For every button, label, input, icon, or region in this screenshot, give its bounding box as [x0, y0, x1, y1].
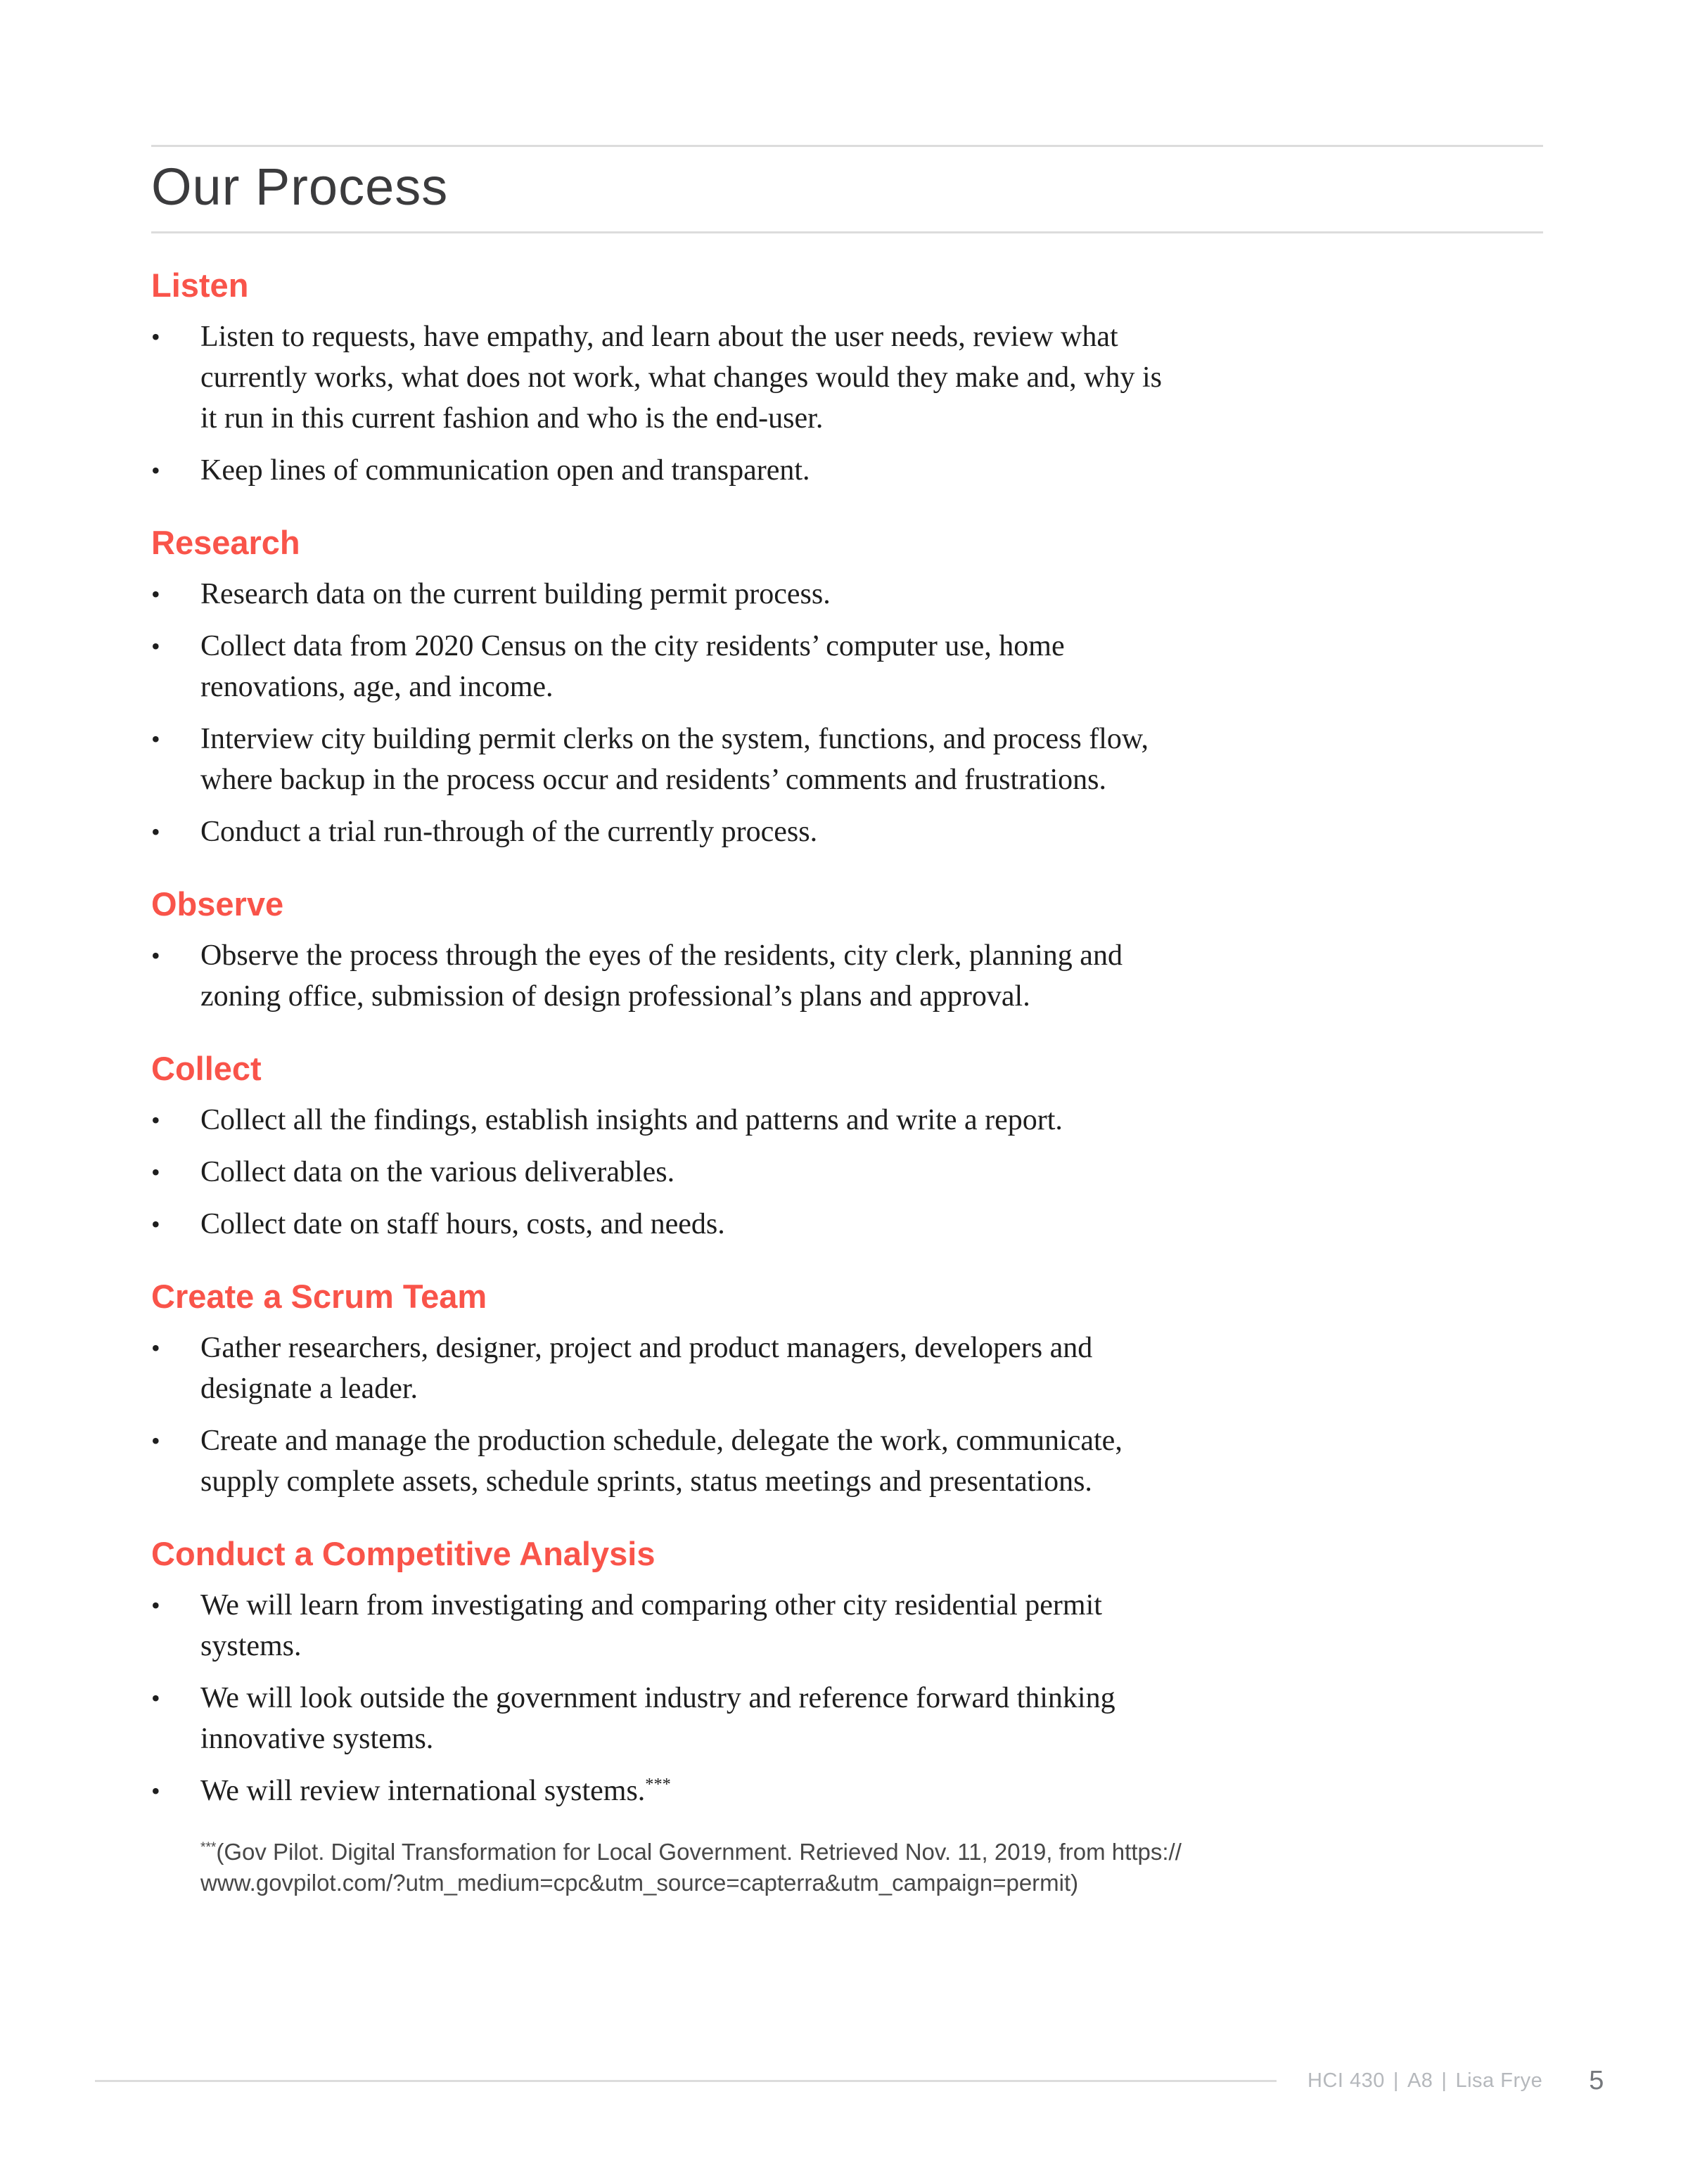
list-item	[151, 1328, 1543, 1409]
process-section	[151, 1277, 1543, 1502]
footer-assignment: A8	[1407, 2069, 1433, 2092]
footer-divider	[95, 2080, 1277, 2082]
list-item-text: Gather researchers, designer, project and product managers, developers and designate a leader.	[200, 1332, 1093, 1405]
list-item	[151, 450, 1543, 491]
list-item-text: We will review international systems.***	[200, 1775, 671, 1807]
page-footer	[95, 2066, 1604, 2096]
bullet-list	[151, 1100, 1543, 1245]
list-item	[151, 1678, 1543, 1759]
footnote-text-line-1: (Gov Pilot. Digital Transformation for Local Government. Retrieved Nov. 11, 2019, from https://	[216, 1839, 1182, 1865]
bullet-list	[151, 1328, 1543, 1502]
footnote-reference: ***	[645, 1775, 671, 1794]
bullet-icon: •	[151, 580, 160, 608]
list-item	[151, 1100, 1543, 1141]
section-heading: Research	[151, 524, 300, 561]
section-heading: Observe	[151, 885, 284, 923]
bullet-icon: •	[151, 1684, 160, 1712]
footnote-text-line-2: www.govpilot.com/?utm_medium=cpc&utm_source=capterra&utm_campaign=permit)	[200, 1870, 1079, 1896]
footer-separator: |	[1393, 2069, 1399, 2092]
list-item-text: Observe the process through the eyes of the residents, city clerk, planning and zoning office, submission of design professional’s plans and approval.	[200, 939, 1123, 1013]
list-item-text: Conduct a trial run-through of the currently process.	[200, 816, 818, 848]
list-item	[151, 1771, 1543, 1811]
footer-meta	[1307, 2069, 1542, 2093]
footer-author: Lisa Frye	[1455, 2069, 1543, 2092]
list-item-text: Research data on the current building permit process.	[200, 578, 831, 610]
list-item-text: Create and manage the production schedule, delegate the work, communicate, supply complete assets, schedule sprints, status meetings and presentations.	[200, 1425, 1123, 1498]
bullet-list	[151, 935, 1543, 1017]
process-section	[151, 523, 1543, 852]
bullet-icon: •	[151, 818, 160, 846]
bullet-list	[151, 574, 1543, 852]
bullet-icon: •	[151, 1106, 160, 1134]
section-heading: Conduct a Competitive Analysis	[151, 1535, 656, 1572]
list-item-text: Collect data from 2020 Census on the city residents’ computer use, home renovations, age, and income.	[200, 630, 1065, 703]
bullet-list	[151, 1585, 1543, 1811]
list-item	[151, 574, 1543, 615]
process-section	[151, 1049, 1543, 1245]
list-item-text: Keep lines of communication open and transparent.	[200, 454, 810, 487]
list-item	[151, 719, 1543, 800]
footnote-marker: ***	[200, 1840, 217, 1855]
bullet-icon: •	[151, 456, 160, 484]
footer-separator: |	[1441, 2069, 1447, 2092]
bullet-icon: •	[151, 1210, 160, 1238]
list-item	[151, 1204, 1543, 1245]
list-item-text: Interview city building permit clerks on the system, functions, and process flow, where backup in the process occur and residents’ comments and frustrations.	[200, 723, 1149, 796]
section-heading: Listen	[151, 266, 249, 304]
bullet-icon: •	[151, 1777, 160, 1805]
footer-course: HCI 430	[1307, 2069, 1385, 2092]
bullet-icon: •	[151, 1158, 160, 1186]
list-item-text: Collect data on the various deliverables.	[200, 1156, 675, 1188]
process-section	[151, 885, 1543, 1017]
list-item	[151, 316, 1543, 439]
list-item	[151, 1420, 1543, 1502]
list-item-text: Collect all the findings, establish insights and patterns and write a report.	[200, 1104, 1063, 1136]
list-item-text: We will look outside the government industry and reference forward thinking innovative systems.	[200, 1682, 1115, 1755]
bullet-icon: •	[151, 632, 160, 660]
bullet-icon: •	[151, 1334, 160, 1362]
page-title: Our Process	[151, 158, 449, 216]
bullet-icon: •	[151, 1591, 160, 1619]
list-item	[151, 626, 1543, 707]
process-section	[151, 266, 1543, 491]
bullet-icon: •	[151, 1427, 160, 1455]
list-item	[151, 1152, 1543, 1193]
bullet-icon: •	[151, 725, 160, 753]
section-heading: Collect	[151, 1050, 262, 1087]
list-item-text: Listen to requests, have empathy, and learn about the user needs, review what currently works, what does not work, what changes would they make and, why is it run in this current fashion and who is the end-user.	[200, 321, 1163, 435]
process-sections	[151, 266, 1543, 1811]
page-number: 5	[1589, 2066, 1604, 2095]
list-item-text: Collect date on staff hours, costs, and needs.	[200, 1208, 725, 1240]
list-item	[151, 811, 1543, 852]
process-section	[151, 1534, 1543, 1811]
footnote	[200, 1837, 1354, 1899]
title-block	[151, 145, 1543, 233]
bullet-icon: •	[151, 942, 160, 970]
list-item-text: We will learn from investigating and comparing other city residential permit systems.	[200, 1589, 1102, 1662]
bullet-list	[151, 316, 1543, 491]
section-heading: Create a Scrum Team	[151, 1278, 487, 1315]
bullet-icon: •	[151, 323, 160, 351]
page-content	[151, 145, 1543, 1899]
list-item	[151, 935, 1543, 1017]
list-item	[151, 1585, 1543, 1666]
